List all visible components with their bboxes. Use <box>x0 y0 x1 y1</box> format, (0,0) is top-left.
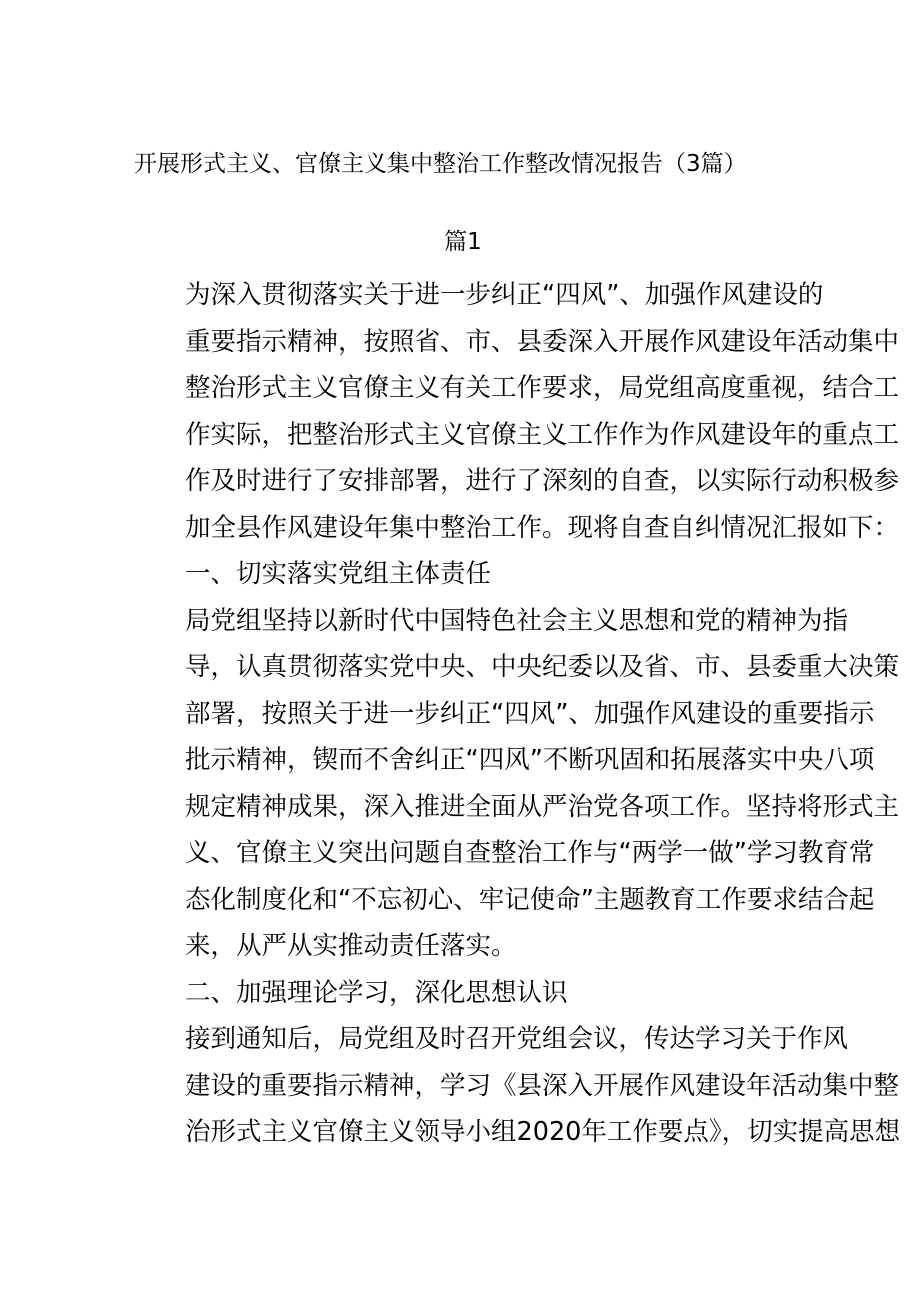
text-line: 治形式主义官僚主义领导小组2020年工作要点》，切实提高思想 <box>185 1117 901 1147</box>
paragraph-2 <box>134 1016 901 1156</box>
text-line: 态化制度化和“不忘初心、牢记使命”主题教育工作要求结合起 <box>185 884 875 915</box>
text-line: 整治形式主义官僚主义有关工作要求，局党组高度重视，结合工 <box>185 373 900 403</box>
text-line: 来，从严从实推动责任落实。 <box>185 931 517 961</box>
text-line: 义、官僚主义突出问题自查整治工作与“两学一做”学习教育常 <box>185 838 875 868</box>
text-line: 作及时进行了安排部署，进行了深刻的自查，以实际行动积极参 <box>185 466 900 496</box>
text-line: 部署，按照关于进一步纠正“四风”、加强作风建设的重要指示 <box>185 698 875 729</box>
text-line: 规定精神成果，深入推进全面从严治党各项工作。坚持将形式主 <box>185 791 900 822</box>
text-line: 为深入贯彻落实关于进一步纠正“四风”、加强作风建设的 <box>185 280 824 310</box>
heading-1: 一、切实落实党组主体责任 <box>185 559 492 589</box>
text-line: 建设的重要指示精神，学习《县深入开展作风建设年活动集中整 <box>185 1070 900 1101</box>
heading-2: 二、加强理论学习，深化思想认识 <box>185 977 568 1008</box>
text-line: 作实际，把整治形式主义官僚主义工作作为作风建设年的重点工 <box>185 419 900 450</box>
text-line: 局党组坚持以新时代中国特色社会主义思想和党的精神为指 <box>185 605 849 636</box>
text-line: 接到通知后，局党组及时召开党组会议，传达学习关于作风 <box>185 1024 849 1054</box>
text-line: 加全县作风建设年集中整治工作。现将自查自纠情况汇报如下： <box>185 512 900 543</box>
intro-paragraph <box>134 272 900 551</box>
text-line: 重要指示精神，按照省、市、县委深入开展作风建设年活动集中 <box>185 326 900 357</box>
paragraph-1 <box>134 598 900 970</box>
document-title: 开展形式主义、官僚主义集中整治工作整改情况报告（3篇） <box>134 151 747 177</box>
document-body <box>134 272 901 1156</box>
text-line: 批示精神，锲而不舍纠正“四风”不断巩固和拓展落实中央八项 <box>185 745 875 775</box>
section-title: 篇1 <box>444 229 482 255</box>
text-line: 导，认真贯彻落实党中央、中央纪委以及省、市、县委重大决策 <box>185 652 900 682</box>
